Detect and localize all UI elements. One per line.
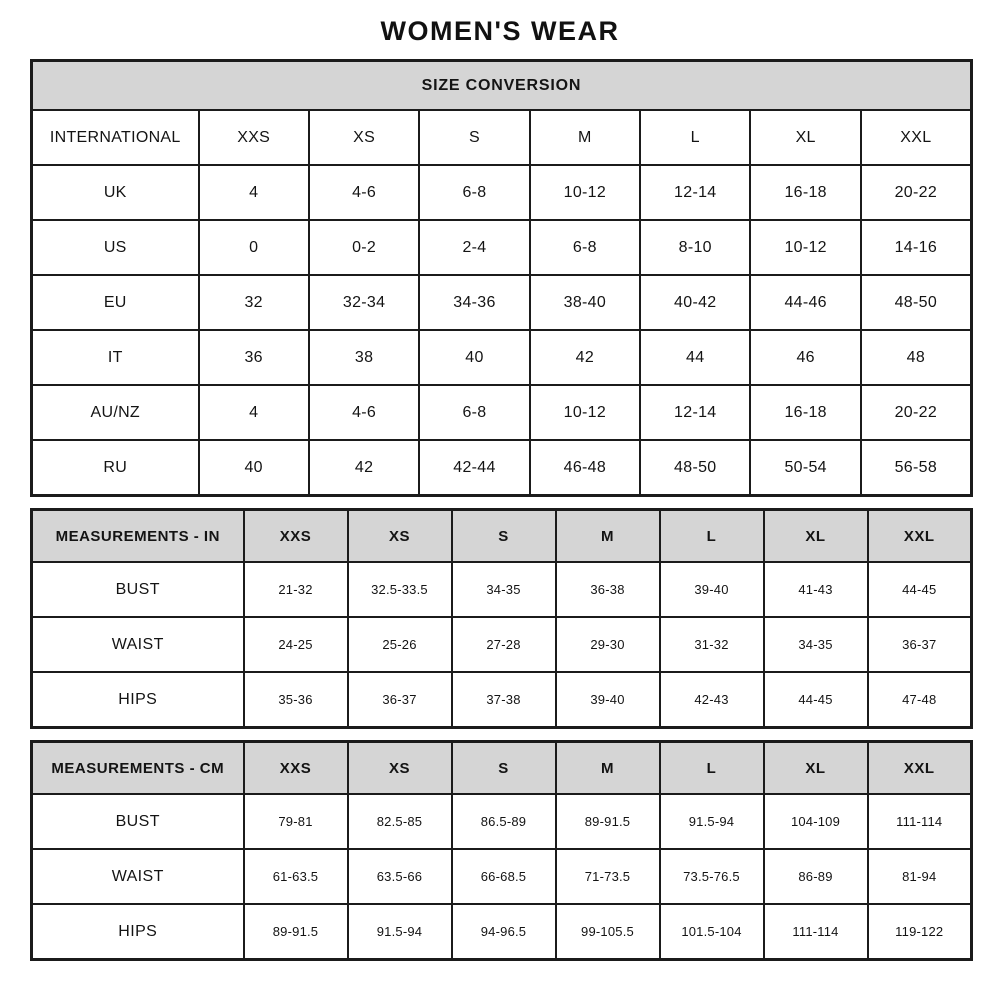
measurements-in-table bbox=[30, 508, 973, 729]
value-cell: 12-14 bbox=[640, 165, 750, 220]
value-cell: XS bbox=[309, 110, 419, 165]
value-cell: 40 bbox=[199, 440, 309, 496]
value-cell: XL bbox=[750, 110, 860, 165]
value-cell: 8-10 bbox=[640, 220, 750, 275]
value-cell: 6-8 bbox=[419, 165, 529, 220]
value-cell: 36-38 bbox=[556, 562, 660, 617]
measurements-cm-header: MEASUREMENTS - CM bbox=[32, 742, 244, 795]
value-cell: 71-73.5 bbox=[556, 849, 660, 904]
value-cell: 10-12 bbox=[530, 385, 640, 440]
size-column-header: XL bbox=[764, 510, 868, 563]
value-cell: 42 bbox=[530, 330, 640, 385]
value-cell: 34-35 bbox=[452, 562, 556, 617]
value-cell: 40-42 bbox=[640, 275, 750, 330]
row-label: BUST bbox=[32, 562, 244, 617]
row-label: INTERNATIONAL bbox=[32, 110, 199, 165]
value-cell: 20-22 bbox=[861, 165, 971, 220]
value-cell: 6-8 bbox=[419, 385, 529, 440]
value-cell: 101.5-104 bbox=[660, 904, 764, 960]
value-cell: 16-18 bbox=[750, 385, 860, 440]
value-cell: 38 bbox=[309, 330, 419, 385]
value-cell: 46-48 bbox=[530, 440, 640, 496]
value-cell: XXL bbox=[861, 110, 971, 165]
value-cell: 63.5-66 bbox=[348, 849, 452, 904]
value-cell: 91.5-94 bbox=[348, 904, 452, 960]
value-cell: 50-54 bbox=[750, 440, 860, 496]
size-column-header: XXL bbox=[868, 742, 972, 795]
value-cell: 44-46 bbox=[750, 275, 860, 330]
value-cell: 29-30 bbox=[556, 617, 660, 672]
size-column-header: S bbox=[452, 742, 556, 795]
value-cell: 61-63.5 bbox=[244, 849, 348, 904]
value-cell: 39-40 bbox=[660, 562, 764, 617]
value-cell: 4 bbox=[199, 385, 309, 440]
value-cell: 111-114 bbox=[764, 904, 868, 960]
size-column-header: XXS bbox=[244, 510, 348, 563]
table-row bbox=[32, 385, 972, 440]
value-cell: 44-45 bbox=[868, 562, 972, 617]
value-cell: 4 bbox=[199, 165, 309, 220]
value-cell: 10-12 bbox=[530, 165, 640, 220]
row-label: HIPS bbox=[32, 904, 244, 960]
size-column-header: S bbox=[452, 510, 556, 563]
value-cell: 89-91.5 bbox=[556, 794, 660, 849]
size-column-header: XS bbox=[348, 742, 452, 795]
size-column-header: L bbox=[660, 742, 764, 795]
value-cell: 27-28 bbox=[452, 617, 556, 672]
value-cell: 10-12 bbox=[750, 220, 860, 275]
value-cell: 86.5-89 bbox=[452, 794, 556, 849]
value-cell: 46 bbox=[750, 330, 860, 385]
value-cell: 6-8 bbox=[530, 220, 640, 275]
row-label: AU/NZ bbox=[32, 385, 199, 440]
value-cell: 42-43 bbox=[660, 672, 764, 728]
value-cell: 42-44 bbox=[419, 440, 529, 496]
size-column-header: XXL bbox=[868, 510, 972, 563]
row-label: WAIST bbox=[32, 617, 244, 672]
value-cell: 4-6 bbox=[309, 385, 419, 440]
value-cell: 0-2 bbox=[309, 220, 419, 275]
size-column-header: XXS bbox=[244, 742, 348, 795]
value-cell: 36 bbox=[199, 330, 309, 385]
value-cell: 36-37 bbox=[348, 672, 452, 728]
value-cell: 41-43 bbox=[764, 562, 868, 617]
table-row bbox=[32, 794, 972, 849]
size-column-header: M bbox=[556, 510, 660, 563]
value-cell: 32 bbox=[199, 275, 309, 330]
value-cell: 32-34 bbox=[309, 275, 419, 330]
size-conversion-table bbox=[30, 59, 973, 497]
size-column-header: XS bbox=[348, 510, 452, 563]
value-cell: M bbox=[530, 110, 640, 165]
table-row bbox=[32, 672, 972, 728]
value-cell: 47-48 bbox=[868, 672, 972, 728]
value-cell: 37-38 bbox=[452, 672, 556, 728]
value-cell: 73.5-76.5 bbox=[660, 849, 764, 904]
value-cell: 14-16 bbox=[861, 220, 971, 275]
value-cell: 39-40 bbox=[556, 672, 660, 728]
value-cell: 38-40 bbox=[530, 275, 640, 330]
value-cell: 56-58 bbox=[861, 440, 971, 496]
table-row bbox=[32, 904, 972, 960]
size-column-header: L bbox=[660, 510, 764, 563]
table-row bbox=[32, 220, 972, 275]
value-cell: 2-4 bbox=[419, 220, 529, 275]
value-cell: 44 bbox=[640, 330, 750, 385]
value-cell: 36-37 bbox=[868, 617, 972, 672]
row-label: EU bbox=[32, 275, 199, 330]
row-label: UK bbox=[32, 165, 199, 220]
value-cell: 94-96.5 bbox=[452, 904, 556, 960]
row-label: US bbox=[32, 220, 199, 275]
value-cell: 66-68.5 bbox=[452, 849, 556, 904]
value-cell: 111-114 bbox=[868, 794, 972, 849]
value-cell: 34-36 bbox=[419, 275, 529, 330]
value-cell: 40 bbox=[419, 330, 529, 385]
value-cell: 48-50 bbox=[861, 275, 971, 330]
measurements-cm-header-row bbox=[32, 742, 972, 795]
value-cell: 21-32 bbox=[244, 562, 348, 617]
table-row bbox=[32, 849, 972, 904]
value-cell: 4-6 bbox=[309, 165, 419, 220]
value-cell: 104-109 bbox=[764, 794, 868, 849]
value-cell: 20-22 bbox=[861, 385, 971, 440]
row-label: WAIST bbox=[32, 849, 244, 904]
value-cell: 32.5-33.5 bbox=[348, 562, 452, 617]
size-conversion-header-row bbox=[32, 61, 972, 111]
row-label: RU bbox=[32, 440, 199, 496]
value-cell: 0 bbox=[199, 220, 309, 275]
measurements-in-header-row bbox=[32, 510, 972, 563]
value-cell: 86-89 bbox=[764, 849, 868, 904]
value-cell: L bbox=[640, 110, 750, 165]
table-row bbox=[32, 617, 972, 672]
value-cell: 48-50 bbox=[640, 440, 750, 496]
measurements-in-header: MEASUREMENTS - IN bbox=[32, 510, 244, 563]
value-cell: 48 bbox=[861, 330, 971, 385]
value-cell: 91.5-94 bbox=[660, 794, 764, 849]
value-cell: 31-32 bbox=[660, 617, 764, 672]
value-cell: 24-25 bbox=[244, 617, 348, 672]
row-label: HIPS bbox=[32, 672, 244, 728]
value-cell: 25-26 bbox=[348, 617, 452, 672]
value-cell: 82.5-85 bbox=[348, 794, 452, 849]
value-cell: S bbox=[419, 110, 529, 165]
value-cell: 79-81 bbox=[244, 794, 348, 849]
value-cell: 34-35 bbox=[764, 617, 868, 672]
value-cell: XXS bbox=[199, 110, 309, 165]
row-label: IT bbox=[32, 330, 199, 385]
table-row bbox=[32, 110, 972, 165]
value-cell: 81-94 bbox=[868, 849, 972, 904]
value-cell: 16-18 bbox=[750, 165, 860, 220]
page-title: WOMEN'S WEAR bbox=[380, 16, 620, 46]
measurements-cm-table bbox=[30, 740, 973, 961]
table-row bbox=[32, 440, 972, 496]
size-conversion-header: SIZE CONVERSION bbox=[32, 61, 972, 111]
value-cell: 99-105.5 bbox=[556, 904, 660, 960]
value-cell: 44-45 bbox=[764, 672, 868, 728]
size-column-header: M bbox=[556, 742, 660, 795]
table-row bbox=[32, 275, 972, 330]
value-cell: 35-36 bbox=[244, 672, 348, 728]
value-cell: 42 bbox=[309, 440, 419, 496]
value-cell: 12-14 bbox=[640, 385, 750, 440]
table-row bbox=[32, 562, 972, 617]
table-row bbox=[32, 165, 972, 220]
table-row bbox=[32, 330, 972, 385]
row-label: BUST bbox=[32, 794, 244, 849]
size-column-header: XL bbox=[764, 742, 868, 795]
value-cell: 119-122 bbox=[868, 904, 972, 960]
value-cell: 89-91.5 bbox=[244, 904, 348, 960]
